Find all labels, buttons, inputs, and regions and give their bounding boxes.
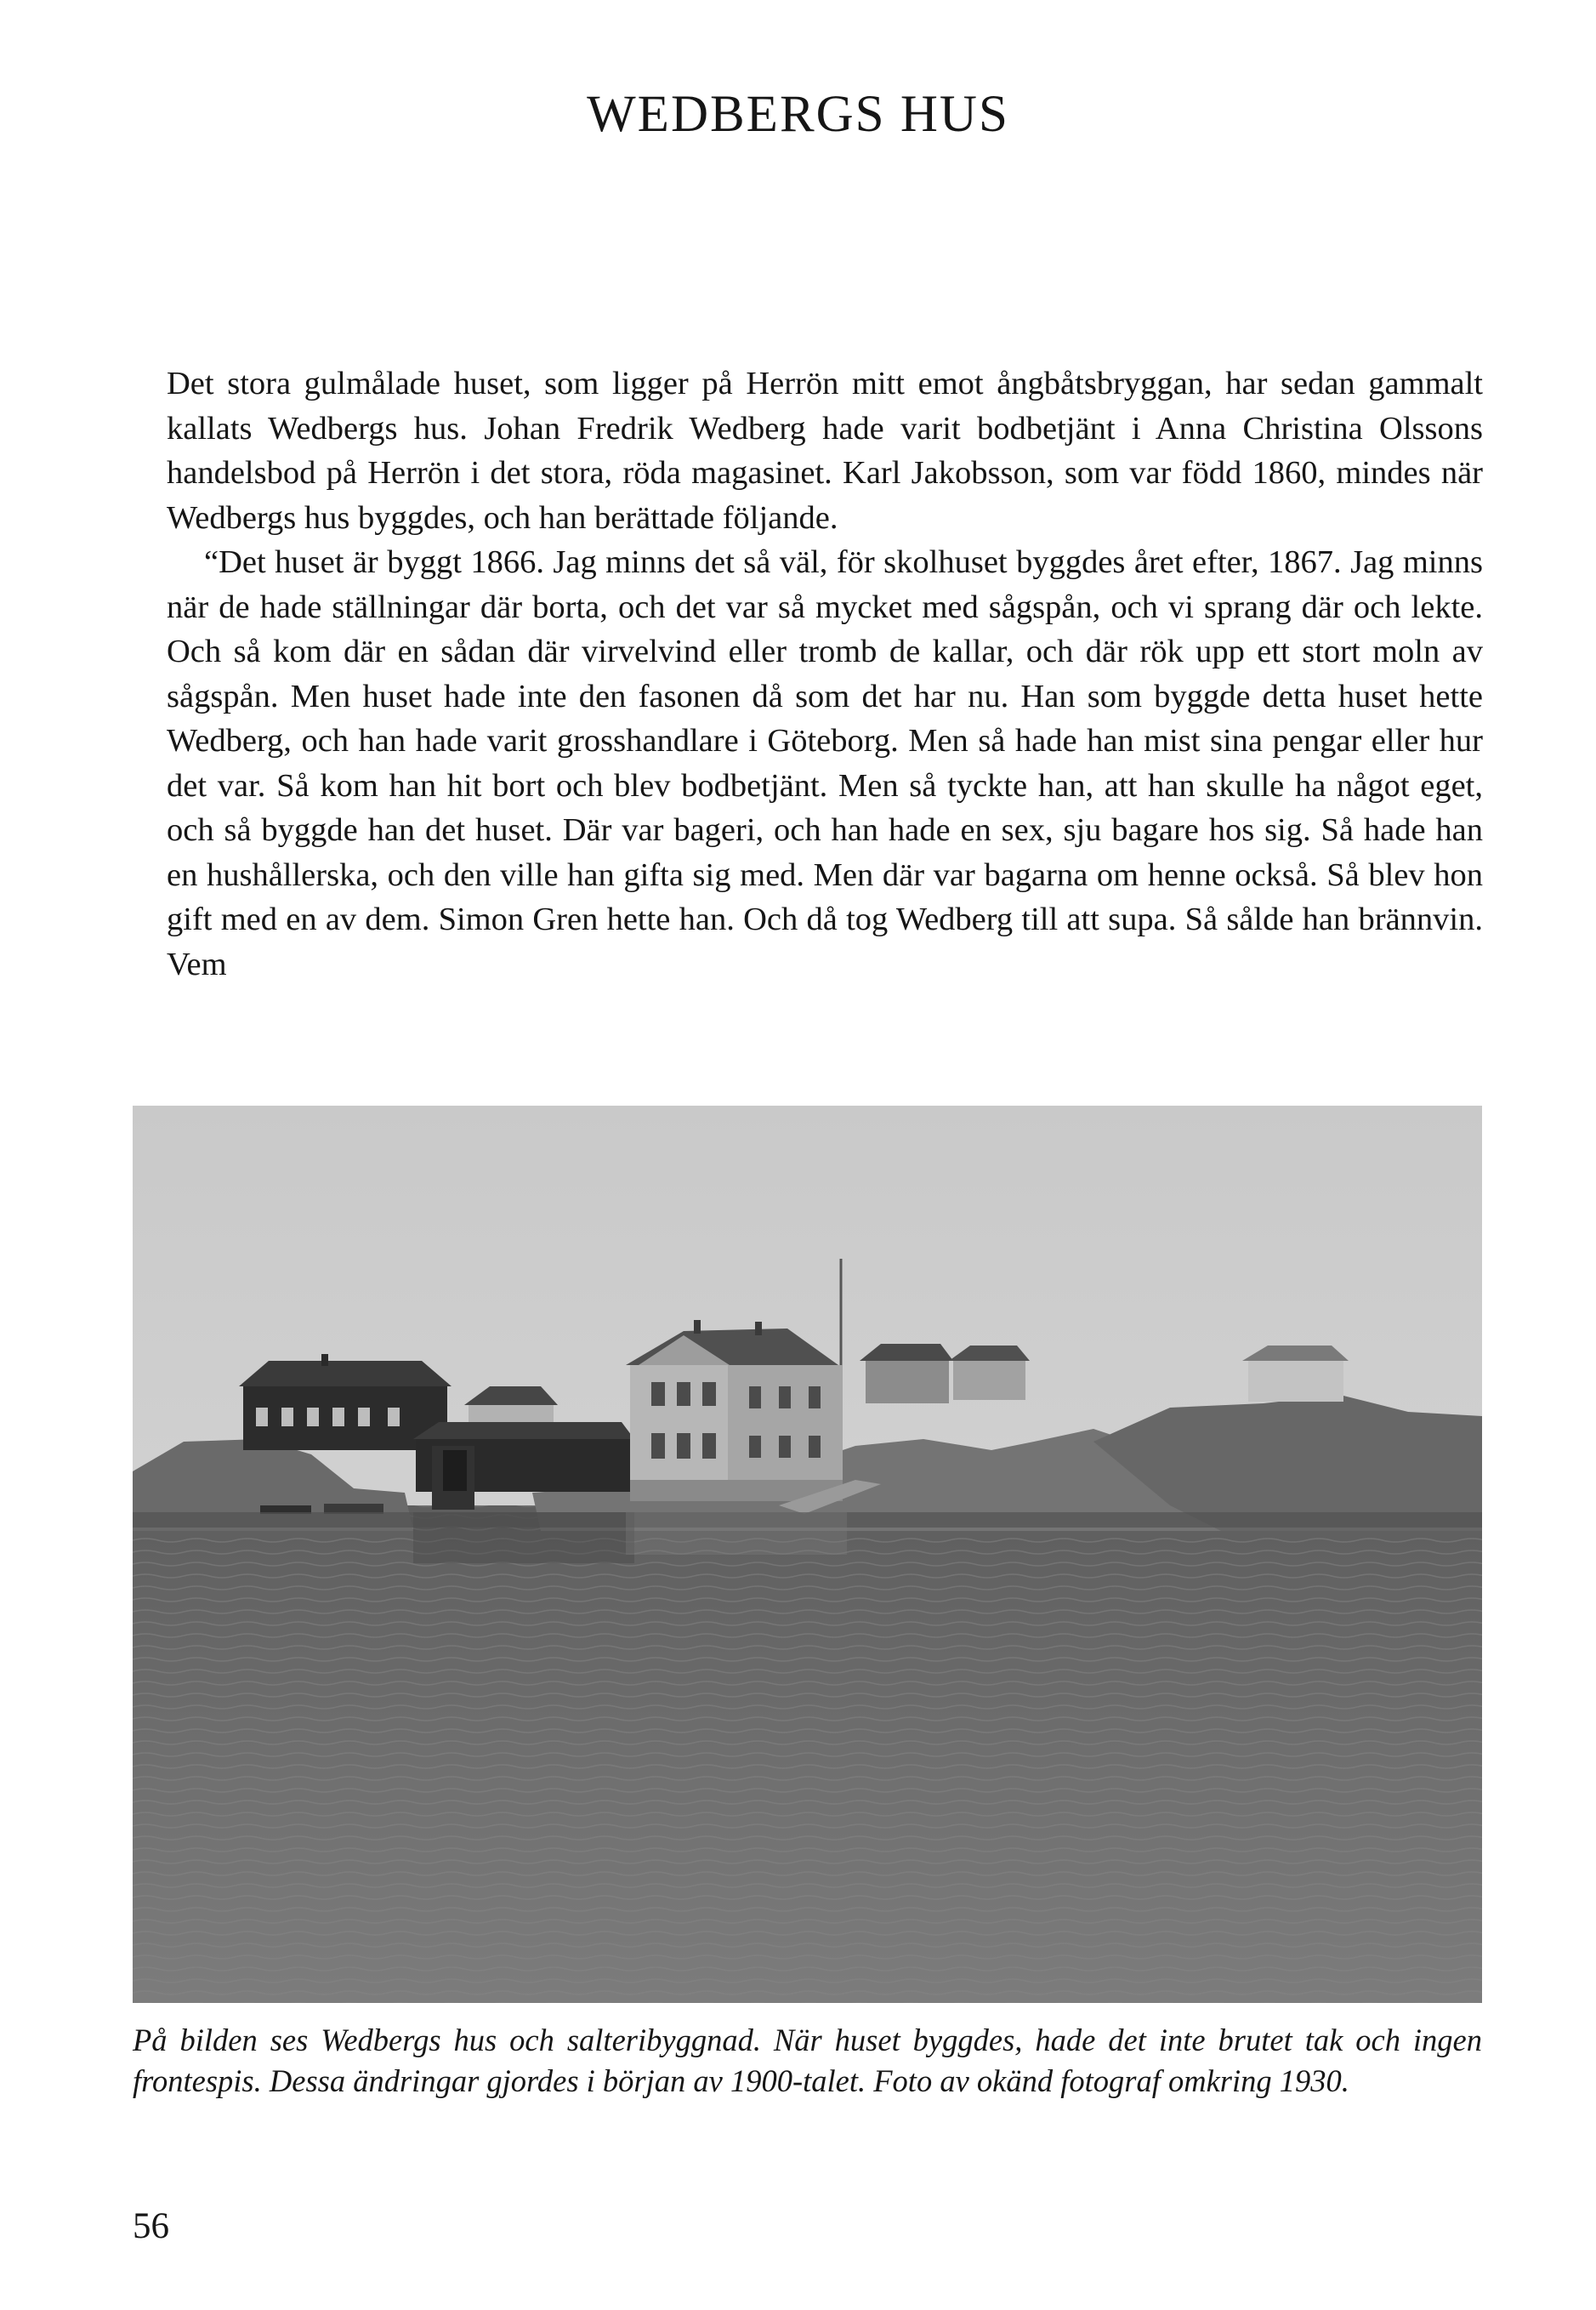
paragraph: Det stora gulmålade huset, som ligger på Herrön mitt emot ångbåtsbryggan, har sedan gammalt kallats Wedbergs hus. Johan Fredrik Wedberg hade varit bodbetjänt i Anna Christina Olssons handelsbod på Herrön i det stora, röda magasinet. Karl Jakobsson, som var född 1860, mindes när Wedbergs hus byggdes, och han berättade följande. — [167, 366, 1483, 536]
page-title: WEDBERGS HUS — [587, 86, 1009, 143]
paragraph: “Det huset är byggt 1866. Jag minns det så väl, för skolhuset byggdes året efter, 1867. Jag minns när de hade ställningar där borta, och det var så mycket med sågspån, och vi sprang där och lekte. Och så kom där en sådan där virvelvind eller tromb de kallar, och där rök upp ett stort moln av sågspån. Men huset hade inte den fasonen då som det har nu. Han som byggde detta huset hette Wedberg, och han hade varit grosshandlare i Göteborg. Men så hade han mist sina pengar eller hur det var. Så kom han hit bort och blev bodbetjänt. Men så tyckte han, att han skulle ha något eget, och så byggde han det huset. Där var bageri, och han hade en sex, sju bagare hos sig. Så hade han en hushållerska, och den ville han gifta sig med. Men där var bagarna om henne också. Så blev hon gift med en av dem. Simon Gren hette han. Och då tog Wedberg till att supa. Så sålde han brännvin. Vem — [167, 544, 1483, 982]
photo-caption: På bilden ses Wedbergs hus och salteribyggnad. När huset byggdes, hade det inte brutet tak och ingen frontespis. Dessa ändringar gjordes i början av 1900-talet. Foto av okänd fotograf omkring 1930. — [133, 2023, 1482, 2098]
historical-photo — [133, 1106, 1482, 2003]
body-text — [167, 361, 1483, 987]
page-number: 56 — [133, 2206, 169, 2246]
